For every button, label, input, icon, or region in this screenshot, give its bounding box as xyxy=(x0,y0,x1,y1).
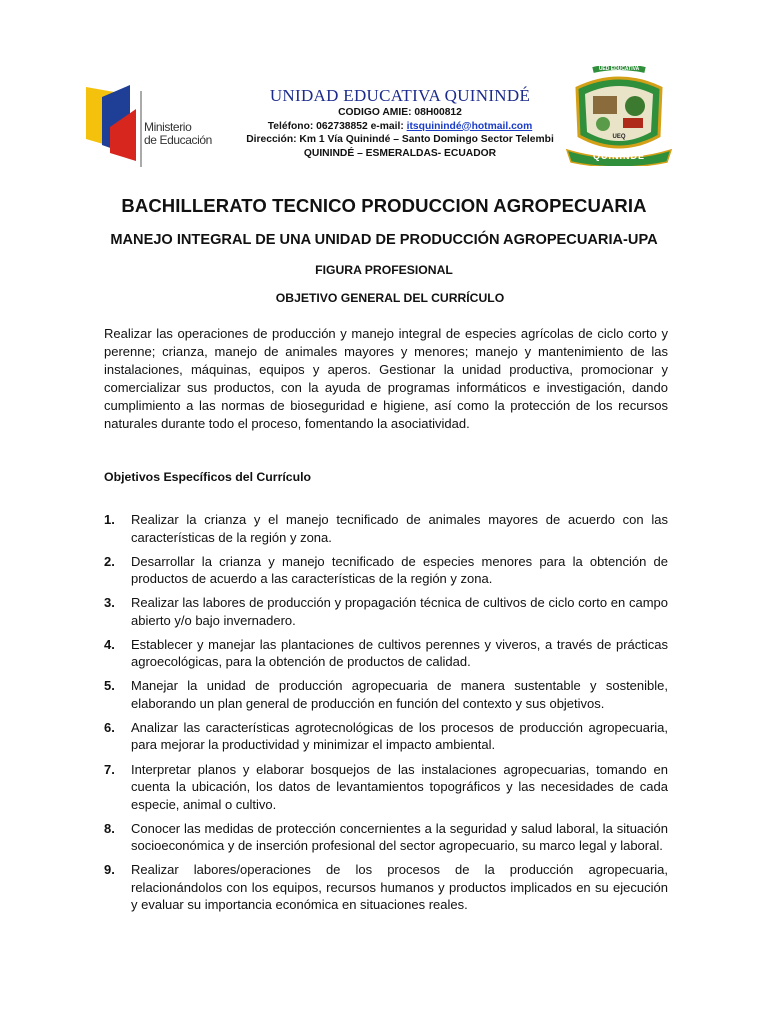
item-number: 6. xyxy=(104,719,115,735)
item-text: Realizar las labores de producción y propagación técnica de cultivos de ciclo corto en campo abierto y/o bajo invernadero. xyxy=(131,595,668,628)
item-number: 7. xyxy=(104,761,115,777)
main-title: BACHILLERATO TECNICO PRODUCCION AGROPECUARIA xyxy=(121,195,647,216)
item-text: Establecer y manejar las plantaciones de cultivos perennes y viveros, a través de prácticas agroecológicas, para la obtención de productos de calidad. xyxy=(131,636,668,670)
list-item xyxy=(104,861,668,914)
item-number: 9. xyxy=(104,862,115,878)
general-objective-paragraph: Realizar las operaciones de producción y manejo integral de especies agrícolas de ciclo corto y perenne; crianza, manejo de animales mayores y menores; manejo y mantenimiento de las instalaciones, máquinas, equipos y aperos. Gestionar la unidad productiva, promocionar y comercializar sus productos, con la ayuda de programas informáticos e investigación, dando cumplimiento a las normas de bioseguridad e higiene, así como la protección de los recursos naturales durante todo el proceso, fomentando la asociatividad. xyxy=(104,326,668,431)
item-text: Analizar las características agrotecnológicas de los procesos de producción agropecuaria, para mejorar la productividad y minimizar el impacto ambiental. xyxy=(131,719,668,753)
address-line: Dirección: Km 1 Vía Quinindé – Santo Domingo Sector Telembi xyxy=(246,134,554,145)
item-text: Conocer las medidas de protección concernientes a la seguridad y salud laboral, la situación socioeconómica y de inserción profesional del sector agropecuario, su marco legal y laboral. xyxy=(131,820,668,854)
emblem-top-text: UED EDUCATIVA xyxy=(598,66,640,72)
item-number: 3. xyxy=(104,595,115,611)
contact-line xyxy=(240,120,560,134)
figura-profesional-heading: FIGURA PROFESIONAL xyxy=(315,263,453,277)
school-header xyxy=(240,86,560,160)
item-number: 5. xyxy=(104,678,115,694)
item-number: 8. xyxy=(104,820,115,836)
item-text: Realizar labores/operaciones de los procesos de la producción agropecuaria, relacionándolos con los equipos, recursos humanos y productos implicados en su ejecución y evaluar su importancia económica en situaciones reales. xyxy=(131,862,668,913)
list-item xyxy=(104,553,668,588)
phone-text: Teléfono: 062738852 e-mail: xyxy=(267,120,407,132)
list-item xyxy=(104,677,668,712)
list-item xyxy=(104,636,668,671)
list-item xyxy=(104,719,668,754)
list-item xyxy=(104,511,668,546)
list-item xyxy=(104,594,668,629)
emblem-bottom-text: QUININDE xyxy=(592,151,645,161)
objetivo-general-heading: OBJETIVO GENERAL DEL CURRÍCULO xyxy=(275,291,505,305)
item-text: Realizar la crianza y el manejo tecnificado de animales mayores de acuerdo con las características de la región y zona. xyxy=(131,512,668,545)
list-item xyxy=(104,820,668,855)
program-subtitle: MANEJO INTEGRAL DE UNA UNIDAD DE PRODUCCIÓN AGROPECUARIA-UPA xyxy=(110,232,658,248)
school-name: UNIDAD EDUCATIVA QUININDÉ xyxy=(269,86,531,105)
specific-objectives-heading: Objetivos Específicos del Currículo xyxy=(104,470,312,484)
city-line: QUININDÉ – ESMERALDAS- ECUADOR xyxy=(303,147,497,159)
ministerio-logo-line1: Ministerio xyxy=(144,120,192,134)
item-text: Manejar la unidad de producción agropecuaria de manera sustentable y sostenible, elaborando un plan general de producción en función del contexto y sus objetivos. xyxy=(131,678,668,711)
ministerio-logo xyxy=(84,83,214,173)
item-number: 2. xyxy=(104,553,115,569)
list-item xyxy=(104,761,668,814)
email-link[interactable]: itsquinindé@hotmail.com xyxy=(406,120,533,132)
item-number: 1. xyxy=(104,512,115,527)
specific-objectives-list xyxy=(104,511,668,920)
school-emblem-logo xyxy=(563,66,675,166)
emblem-small-text: UEQ xyxy=(612,134,626,140)
item-text: Interpretar planos y elaborar bosquejos de las instalaciones agropecuarias, tomando en cuenta la ubicación, los datos de levantamientos topográficos y las necesidades de cada especie, animal o cultivo. xyxy=(131,761,668,812)
item-number: 4. xyxy=(104,636,115,652)
ministerio-logo-line2: de Educación xyxy=(144,133,212,147)
item-text: Desarrollar la crianza y manejo tecnificado de especies menores para la obtención de productos de acuerdo a las características de la región y zona. xyxy=(131,553,668,587)
amie-code: CODIGO AMIE: 08H00812 xyxy=(338,107,462,118)
